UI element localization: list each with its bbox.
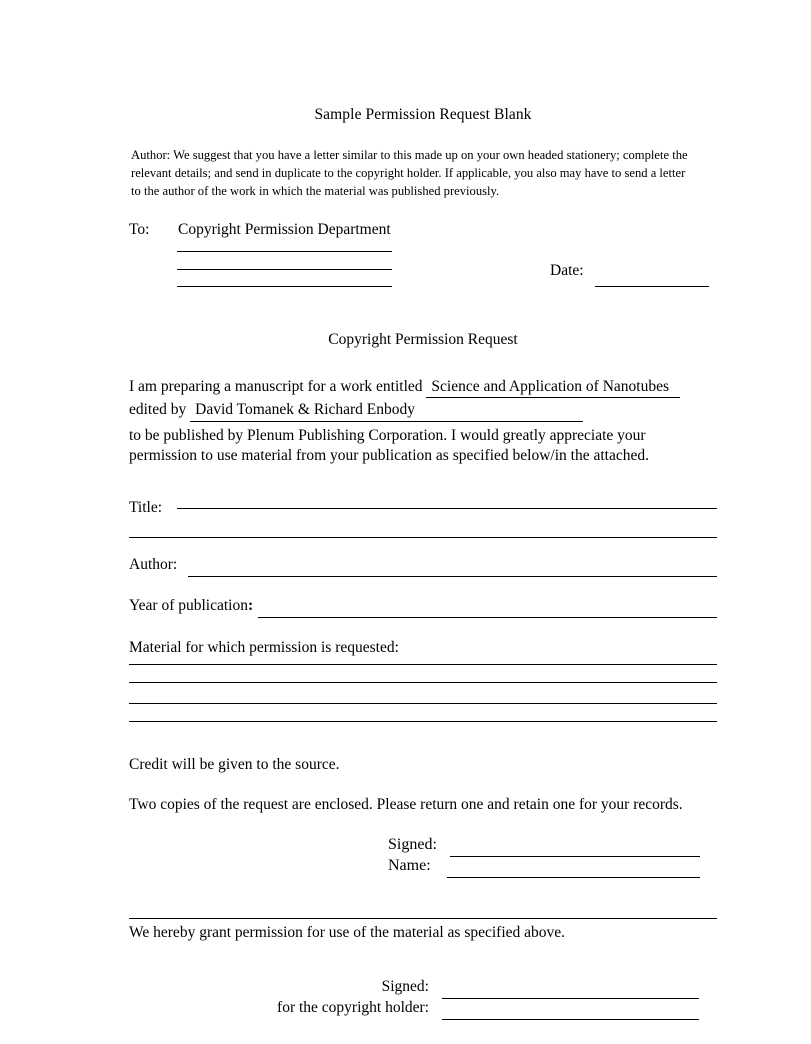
manuscript-statement <box>129 349 717 467</box>
year-field-colon: : <box>247 596 254 614</box>
manuscript-title-line <box>129 378 717 398</box>
title-field-input-line-2[interactable] <box>129 523 717 545</box>
to-recipient: Copyright Permission Department <box>178 221 391 238</box>
title-field-input[interactable] <box>177 508 717 509</box>
grant-divider <box>129 918 717 920</box>
copyright-holder-input[interactable] <box>442 1019 699 1020</box>
recipient-block <box>129 200 717 313</box>
author-field-row <box>129 545 717 581</box>
requester-signature-block <box>129 814 717 892</box>
holder-signature-block <box>129 942 717 1038</box>
date-label: Date: <box>550 262 584 279</box>
copies-statement: Two copies of the request are enclosed. Please return one and retain one for your records. <box>129 795 683 813</box>
credit-statement: Credit will be given to the source. <box>129 755 340 773</box>
holder-signed-input[interactable] <box>442 998 699 999</box>
manuscript-intro-text: I am preparing a manuscript for a work entitled <box>129 378 423 395</box>
title-field-row <box>129 467 717 523</box>
material-blank-line-1[interactable] <box>129 664 717 665</box>
editors-field[interactable]: David Tomanek & Richard Enbody <box>190 401 583 421</box>
document-content <box>129 0 717 1038</box>
material-blank-lines <box>129 664 717 734</box>
date-blank-line[interactable] <box>595 286 709 287</box>
grant-statement: We hereby grant permission for use of the material as specified above. <box>129 923 566 941</box>
requester-name-label: Name: <box>388 856 431 874</box>
copyright-holder-label: for the copyright holder: <box>277 998 429 1016</box>
to-blank-line-1[interactable] <box>177 251 392 252</box>
to-label: To: <box>129 221 150 238</box>
section-heading: Copyright Permission Request <box>328 331 518 348</box>
manuscript-editor-line <box>129 401 717 421</box>
to-blank-line-3[interactable] <box>177 286 392 287</box>
to-blank-line-2[interactable] <box>177 269 392 270</box>
work-title-field[interactable]: Science and Application of Nanotubes <box>426 378 680 398</box>
material-label: Material for which permission is requested: <box>129 638 399 656</box>
year-field-label: Year of publication <box>129 596 248 614</box>
holder-signed-label: Signed: <box>381 977 429 995</box>
page-title: Sample Permission Request Blank <box>314 106 532 123</box>
material-blank-line-4[interactable] <box>129 721 717 722</box>
title-field-label: Title: <box>129 498 163 516</box>
material-blank-line-3[interactable] <box>129 703 717 704</box>
material-blank-line-2[interactable] <box>129 682 717 683</box>
author-field-label: Author: <box>129 555 178 573</box>
edited-by-label: edited by <box>129 401 187 419</box>
publisher-sentence: to be published by Plenum Publishing Corporation. I would greatly appreciate your permission to use material from your publication as specified below/in the attached. <box>129 426 649 465</box>
year-field-input[interactable] <box>258 617 717 618</box>
author-note: Author: We suggest that you have a letter similar to this made up on your own headed stationery; complete the relevant details; and send in duplicate to the copyright holder. If applicable, you also may have to send a letter to the author of the work in which the material was published previously. <box>131 148 688 198</box>
requester-name-input[interactable] <box>447 877 700 878</box>
year-field-row <box>129 581 717 622</box>
requester-signed-input[interactable] <box>450 856 700 857</box>
author-field-input[interactable] <box>188 576 717 577</box>
requester-signed-label: Signed: <box>388 835 437 853</box>
